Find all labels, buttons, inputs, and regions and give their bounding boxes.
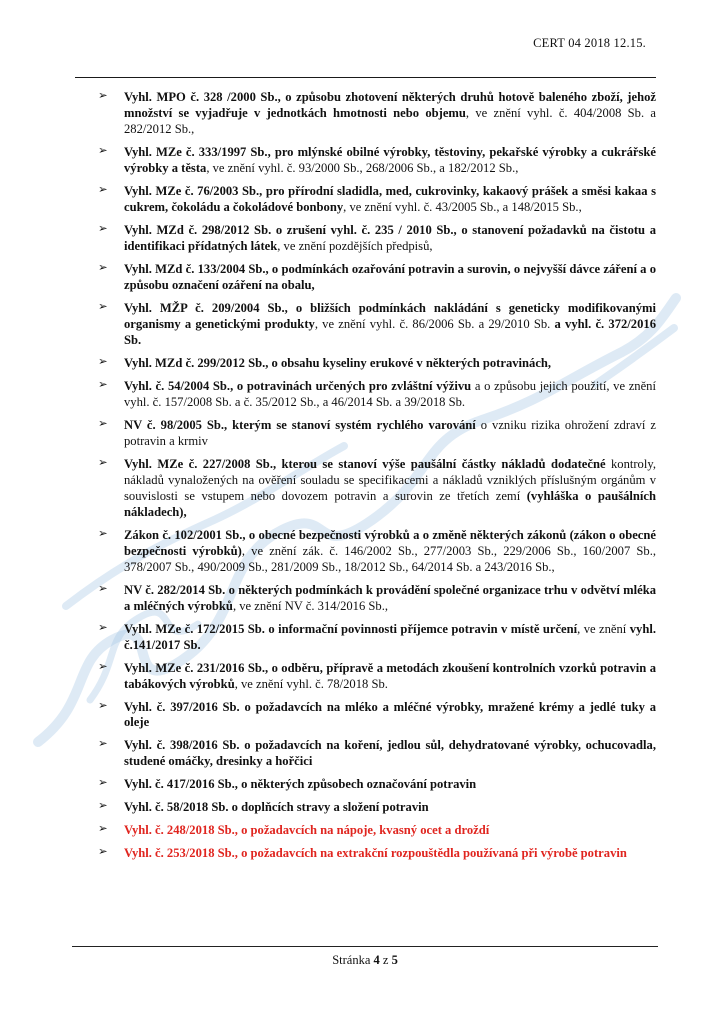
- list-item-text: Vyhl. MZd č. 133/2004 Sb., o podmínkách ozařování potravin a surovin, o nejvyšší dávce záření a o způsobu označení ozáření na obalu,: [124, 261, 656, 292]
- arrow-bullet-icon: ➢: [98, 660, 108, 673]
- list-item-text: Vyhl. č. 397/2016 Sb. o požadavcích na mléko a mléčné výrobky, mražené krémy a jedlé tuky a oleje: [124, 699, 656, 730]
- page-footer: [72, 946, 658, 968]
- list-item-text: Vyhl. č. 253/2018 Sb., o požadavcích na extrakční rozpouštědla používaná při výrobě potravin: [124, 846, 627, 861]
- header-rule: [75, 77, 656, 78]
- list-item: [75, 90, 656, 138]
- list-item: [75, 823, 656, 839]
- cert-header-label: CERT 04 2018 12.15.: [533, 36, 646, 50]
- arrow-bullet-icon: ➢: [98, 823, 108, 836]
- arrow-bullet-icon: ➢: [98, 846, 108, 859]
- list-item: [75, 738, 656, 770]
- list-item-text: Vyhl. MŽP č. 209/2004 Sb., o bližších podmínkách nakládání s geneticky modifikovanými organismy a genetickými produkty, ve znění vyhl. č. 86/2006 Sb. a 29/2010 Sb. a vyhl. č. 372/2016 Sb.: [124, 300, 656, 347]
- list-item: [75, 661, 656, 693]
- page-number-label: [72, 947, 658, 968]
- arrow-bullet-icon: ➢: [98, 777, 108, 790]
- arrow-bullet-icon: ➢: [98, 800, 108, 813]
- list-item: [75, 800, 656, 816]
- arrow-bullet-icon: ➢: [98, 456, 108, 469]
- arrow-bullet-icon: ➢: [98, 144, 108, 157]
- list-item: [75, 301, 656, 349]
- list-item-text: Vyhl. č. 248/2018 Sb., o požadavcích na nápoje, kvasný ocet a droždí: [124, 823, 490, 838]
- list-item: [75, 777, 656, 793]
- list-item-text: Vyhl. č. 417/2016 Sb., o některých způsobech označování potravin: [124, 777, 477, 792]
- list-item-text: Vyhl. MZe č. 231/2016 Sb., o odběru, přípravě a metodách zkoušení kontrolních vzorků potravin a tabákových výrobků, ve znění vyhl. č. 78/2018 Sb.: [124, 660, 656, 691]
- list-item: [75, 145, 656, 177]
- arrow-bullet-icon: ➢: [98, 417, 108, 430]
- arrow-bullet-icon: ➢: [98, 261, 108, 274]
- list-item-text: Zákon č. 102/2001 Sb., o obecné bezpečnosti výrobků a o změně některých zákonů (zákon o obecné bezpečnosti výrobků), ve znění zák. č. 146/2002 Sb., 277/2003 Sb., 229/2006 Sb., 160/2007 Sb., 378/2007 Sb., 490/2009 Sb., 281/2009 Sb., 18/2012 Sb., 64/2014 Sb. a 243/2016 Sb.,: [124, 527, 656, 574]
- list-item: [75, 356, 656, 372]
- arrow-bullet-icon: ➢: [98, 699, 108, 712]
- list-item-text: Vyhl. č. 398/2016 Sb. o požadavcích na koření, jedlou sůl, dehydratované výrobky, ochucovadla, studené omáčky, dresinky a hořčici: [124, 738, 656, 769]
- arrow-bullet-icon: ➢: [98, 582, 108, 595]
- list-item-text: Vyhl. MZd č. 298/2012 Sb. o zrušení vyhl. č. 235 / 2010 Sb., o stanovení požadavků na čistotu a identifikaci přídatných látek, ve znění pozdějších předpisů,: [124, 222, 656, 253]
- list-item: [75, 184, 656, 216]
- list-item-text: NV č. 282/2014 Sb. o některých podmínkách k provádění společné organizace trhu v odvětví mléka a mléčných výrobků, ve znění NV č. 314/2016 Sb.,: [124, 582, 656, 613]
- list-item-text: NV č. 98/2005 Sb., kterým se stanoví systém rychlého varování o vzniku rizika ohrožení zdraví z potravin a krmiv: [124, 417, 657, 448]
- arrow-bullet-icon: ➢: [98, 527, 108, 540]
- page-number: 4: [373, 953, 380, 967]
- list-item: [75, 528, 656, 576]
- arrow-bullet-icon: ➢: [98, 621, 108, 634]
- list-item-text: Vyhl. MZe č. 333/1997 Sb., pro mlýnské obilné výrobky, těstoviny, pekařské výrobky a cukrářské výrobky a těsta, ve znění vyhl. č. 93/2000 Sb., 268/2006 Sb., a 182/2012 Sb.,: [124, 144, 656, 175]
- page-label-prefix: Stránka: [332, 953, 374, 967]
- content-area: [75, 36, 656, 869]
- list-item: [75, 379, 656, 411]
- arrow-bullet-icon: ➢: [98, 90, 108, 102]
- list-item: [75, 846, 656, 862]
- total-pages: 5: [391, 953, 398, 967]
- page-label-of: z: [379, 953, 392, 967]
- list-item: [75, 457, 656, 521]
- list-item-text: Vyhl. MPO č. 328 /2000 Sb., o způsobu zhotovení některých druhů hotově baleného zboží, jehož množství se vyjadřuje v jednotkách hmotnosti nebo objemu, ve znění vyhl. č. 404/2008 Sb. a 282/2012 Sb.,: [124, 90, 656, 136]
- list-item: [75, 418, 656, 450]
- arrow-bullet-icon: ➢: [98, 738, 108, 751]
- list-item: [75, 262, 656, 294]
- arrow-bullet-icon: ➢: [98, 300, 108, 313]
- list-item: [75, 622, 656, 654]
- list-item-text: Vyhl. č. 58/2018 Sb. o doplňcích stravy a složení potravin: [124, 800, 429, 815]
- arrow-bullet-icon: ➢: [98, 183, 108, 196]
- regulation-list: [75, 90, 656, 862]
- arrow-bullet-icon: ➢: [98, 378, 108, 391]
- list-item-text: Vyhl. MZe č. 227/2008 Sb., kterou se stanoví výše paušální částky nákladů dodatečné kontroly, nákladů vynaložených na ověření souladu se specifikacemi a nákladů vzniklých příslušným orgánům v souvislosti se vstupem nebo dovozem potravin a surovin ze třetích zemí (vyhláška o paušálních nákladech),: [124, 456, 656, 519]
- list-item-text: Vyhl. MZe č. 76/2003 Sb., pro přírodní sladidla, med, cukrovinky, kakaový prášek a směsi kakaa s cukrem, čokoládu a čokoládové bonbony, ve znění vyhl. č. 43/2005 Sb., a 148/2015 Sb.,: [124, 183, 656, 214]
- list-item-text: Vyhl. č. 54/2004 Sb., o potravinách určených pro zvláštní výživu a o způsobu jejich použití, ve znění vyhl. č. 157/2008 Sb. a č. 35/2012 Sb., a 46/2014 Sb. a 39/2018 Sb.: [124, 378, 656, 409]
- list-item-text: Vyhl. MZd č. 299/2012 Sb., o obsahu kyseliny erukové v některých potravinách,: [124, 355, 552, 370]
- list-item: [75, 223, 656, 255]
- list-item-text: Vyhl. MZe č. 172/2015 Sb. o informační povinnosti příjemce potravin v místě určení, ve znění vyhl. č.141/2017 Sb.: [124, 621, 656, 652]
- arrow-bullet-icon: ➢: [98, 222, 108, 235]
- list-item: [75, 583, 656, 615]
- arrow-bullet-icon: ➢: [98, 355, 108, 368]
- list-item: [75, 700, 656, 732]
